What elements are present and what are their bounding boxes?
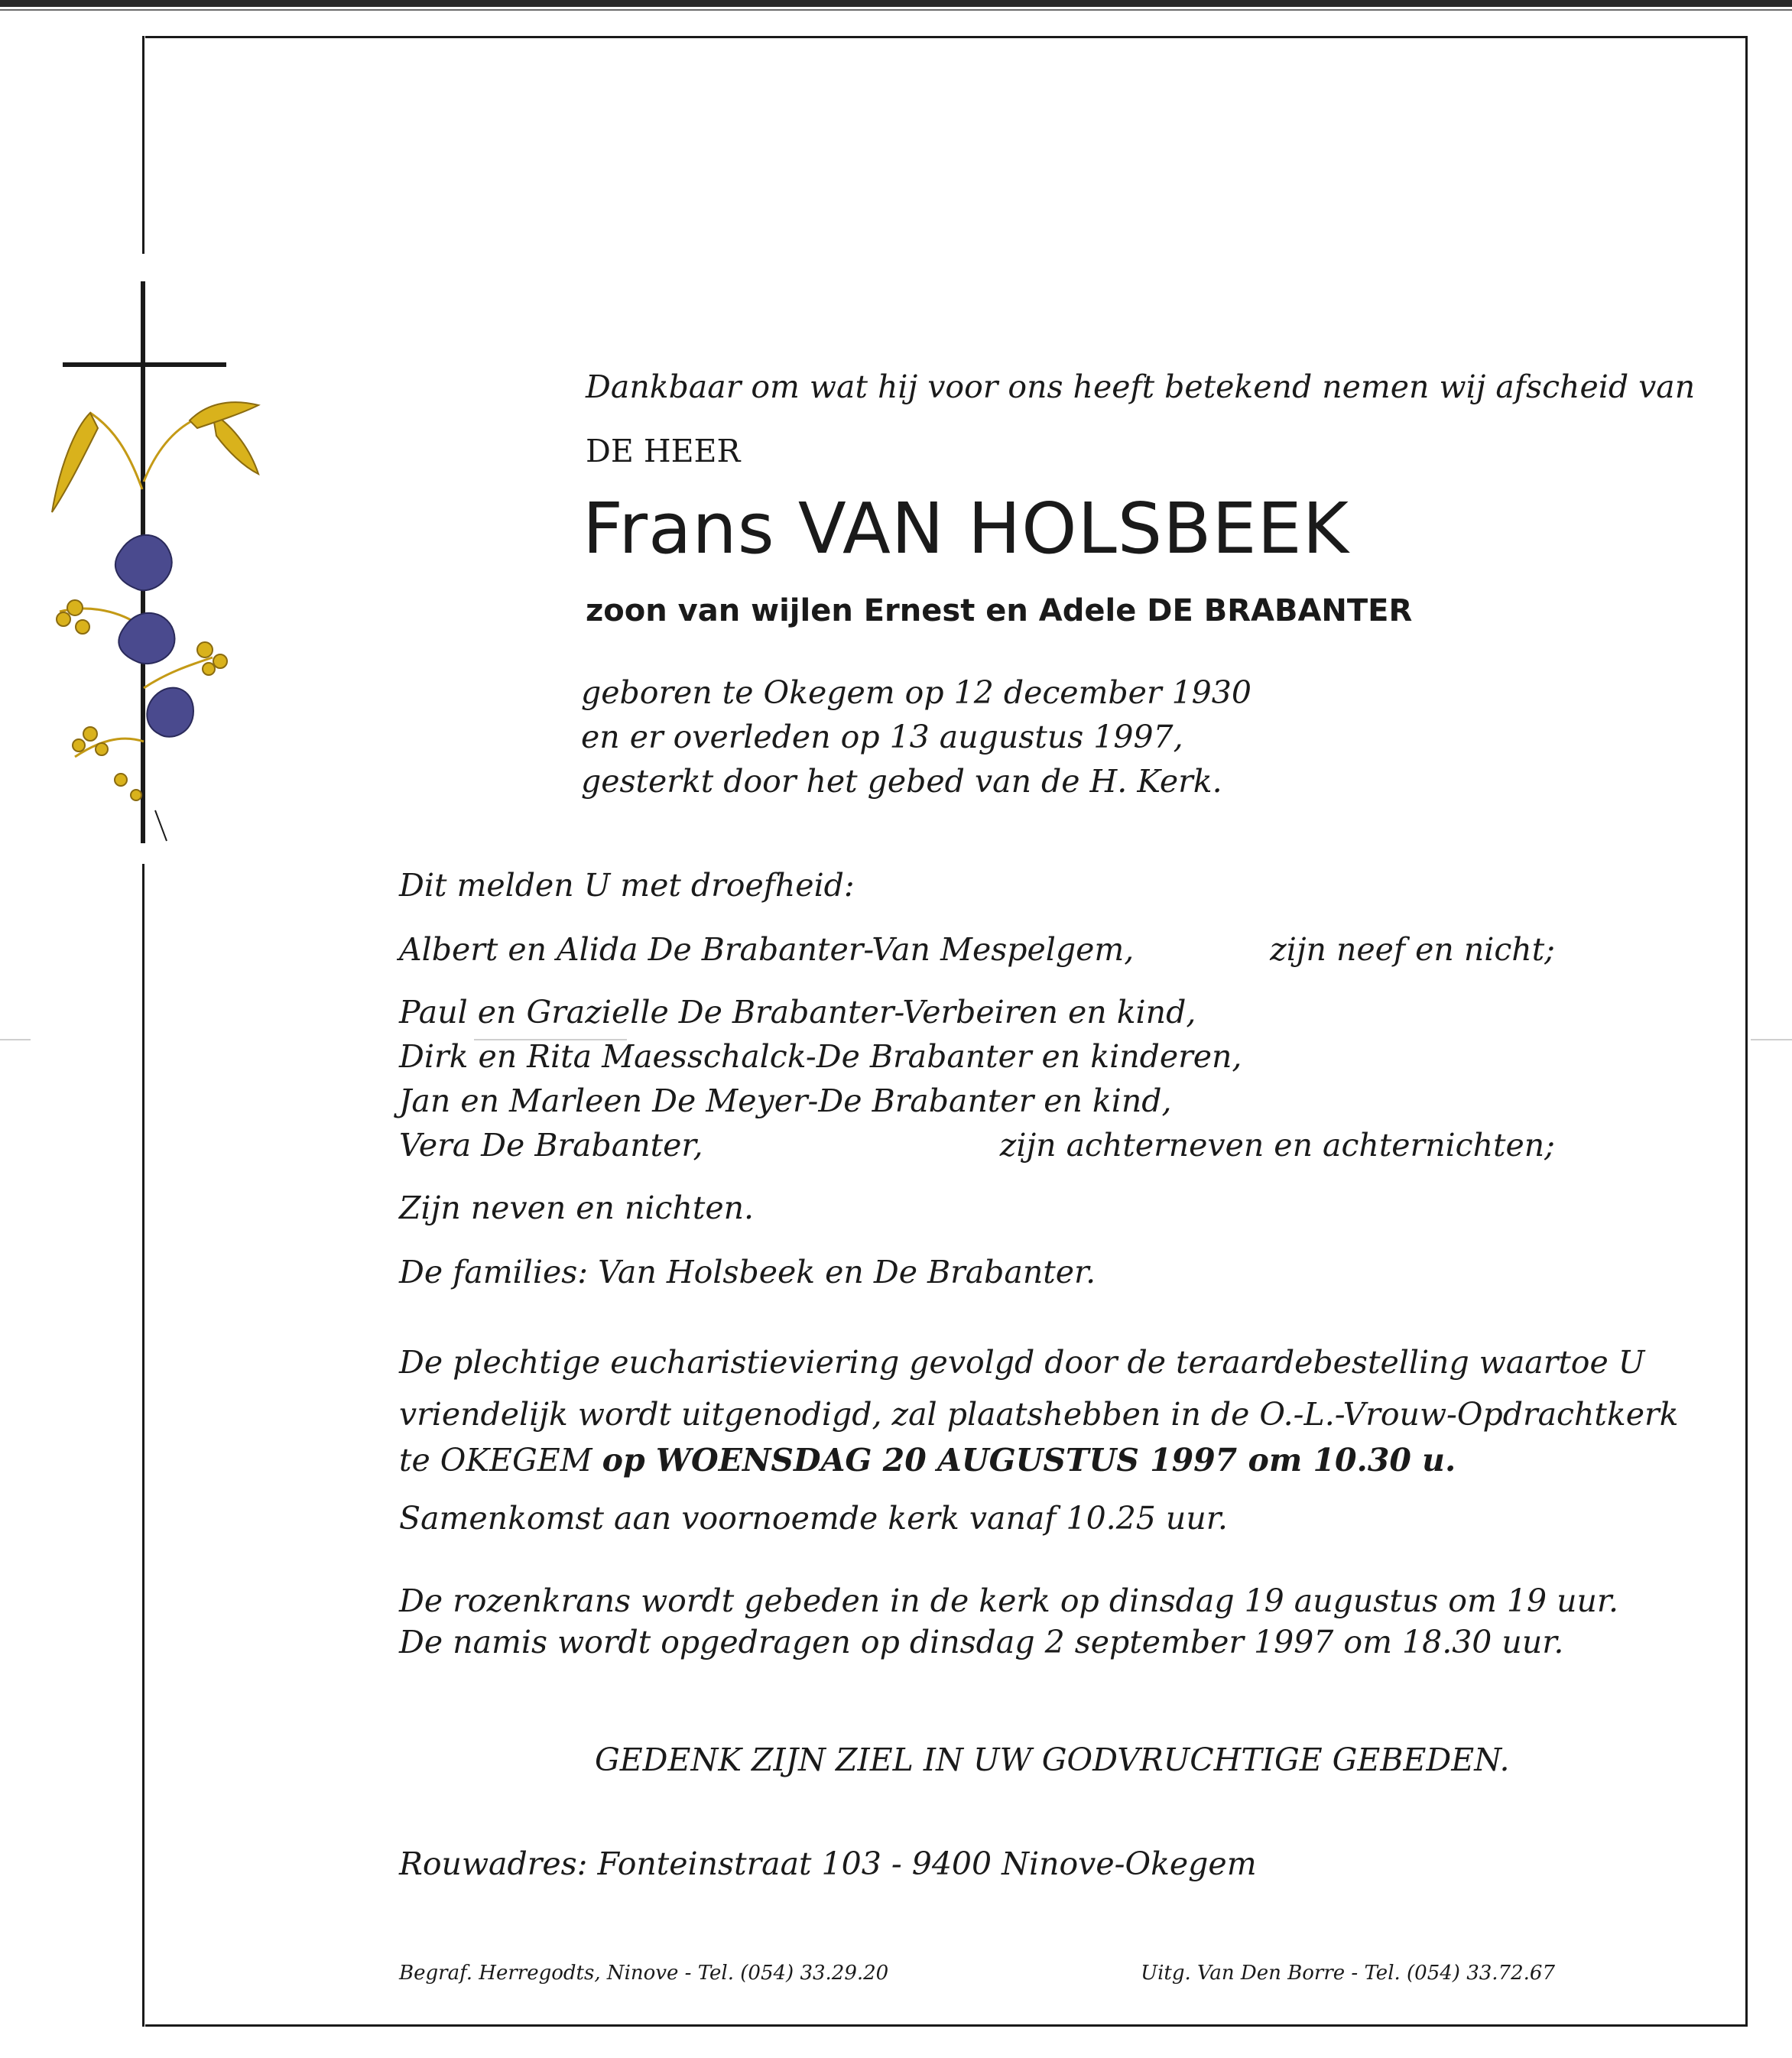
memorial-mass-line: De namis wordt opgedragen op dinsdag 2 september 1997 om 18.30 uur.: [399, 1624, 1564, 1660]
card-border: [145, 36, 1748, 2027]
cousins-line: Zijn neven en nichten.: [399, 1190, 755, 1226]
mourner-line-5: Vera De Brabanter,: [399, 1127, 703, 1164]
mourner-relation-2: zijn achterneven en achternichten;: [999, 1127, 1555, 1164]
footer-publisher: Uitg. Van Den Borre - Tel. (054) 33.72.67: [1141, 1962, 1555, 1985]
mourner-line-3: Dirk en Rita Maesschalck-De Brabanter en kinderen,: [399, 1038, 1242, 1075]
intro-line: Dankbaar om wat hij voor ons heeft betekend nemen wij afscheid van: [586, 368, 1696, 405]
service-date-time: op WOENSDAG 20 AUGUSTUS 1997 om 10.30 u.: [602, 1442, 1456, 1479]
deceased-name: Frans VAN HOLSBEEK: [583, 488, 1349, 570]
flower-spray-illustration: [29, 398, 335, 856]
footer-undertaker: Begraf. Herregodts, Ninove - Tel. (054) 33.29.20: [399, 1962, 889, 1985]
fold-crease-right: [1751, 1039, 1792, 1040]
scan-top-edge: [0, 0, 1792, 7]
families-line: De families: Van Holsbeek en De Brabanter.: [399, 1254, 1096, 1290]
prayer-line: GEDENK ZIJN ZIEL IN UW GODVRUCHTIGE GEBEDEN.: [595, 1742, 1510, 1778]
life-line-1: geboren te Okegem op 12 december 1930: [581, 674, 1251, 711]
scan-top-edge-thin: [0, 9, 1792, 11]
mourner-relation-1: zijn neef en nicht;: [1270, 931, 1555, 968]
mourner-line-2: Paul en Grazielle De Brabanter-Verbeiren en kind,: [399, 994, 1196, 1031]
mourner-line-1: Albert en Alida De Brabanter-Van Mespelgem,: [399, 931, 1135, 968]
card-border-left-lower: [142, 864, 144, 2027]
announce-line: Dit melden U met droefheid:: [399, 867, 855, 904]
rosary-line: De rozenkrans wordt gebeden in de kerk op dinsdag 19 augustus om 19 uur.: [399, 1582, 1619, 1619]
gathering-line: Samenkomst aan voornoemde kerk vanaf 10.25 uur.: [399, 1500, 1228, 1537]
parentage-line: zoon van wijlen Ernest en Adele DE BRABANTER: [586, 593, 1413, 628]
honorific: DE HEER: [586, 433, 741, 469]
service-place: te OKEGEM: [399, 1442, 602, 1479]
service-line-3: [399, 1442, 1456, 1479]
service-line-2: vriendelijk wordt uitgenodigd, zal plaatshebben in de O.-L.-Vrouw-Opdrachtkerk: [399, 1396, 1679, 1433]
address-line: Rouwadres: Fonteinstraat 103 - 9400 Ninove-Okegem: [399, 1845, 1257, 1882]
life-line-2: en er overleden op 13 augustus 1997,: [581, 719, 1183, 755]
life-line-3: gesterkt door het gebed van de H. Kerk.: [581, 763, 1222, 800]
mourner-line-4: Jan en Marleen De Meyer-De Brabanter en kind,: [399, 1083, 1172, 1119]
card-border-left-upper: [142, 36, 144, 254]
cross-icon-horizontal: [63, 362, 226, 367]
service-line-1: De plechtige eucharistieviering gevolgd door de teraardebestelling waartoe U: [399, 1344, 1645, 1381]
fold-crease-left: [0, 1039, 31, 1040]
